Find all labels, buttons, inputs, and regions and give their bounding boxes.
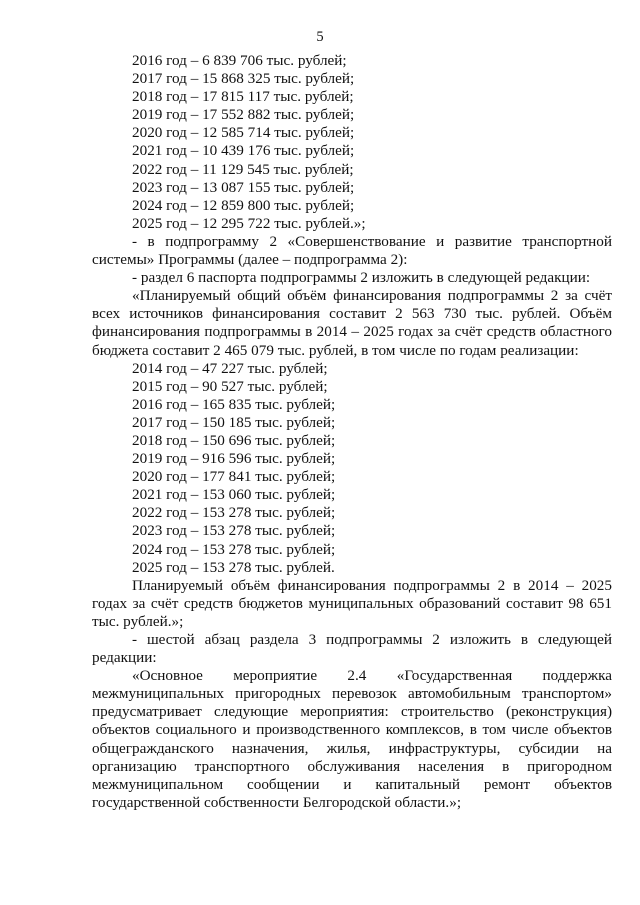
- funding-list-subprogram-2: [92, 360, 612, 577]
- list-item: 2025 год – 12 295 722 тыс. рублей.»;: [132, 214, 366, 232]
- list-item: 2018 год – 17 815 117 тыс. рублей;: [132, 88, 354, 106]
- list-item: 2015 год – 90 527 тыс. рублей;: [132, 377, 328, 395]
- list-item: 2018 год – 150 696 тыс. рублей;: [132, 431, 336, 449]
- list-item: 2014 год – 47 227 тыс. рублей;: [132, 359, 328, 377]
- list-item: 2021 год – 153 060 тыс. рублей;: [132, 486, 336, 504]
- list-item: 2024 год – 153 278 тыс. рублей;: [132, 540, 336, 558]
- list-item: 2019 год – 17 552 882 тыс. рублей;: [132, 106, 355, 124]
- paragraph-sixth-abzac: - шестой абзац раздела 3 подпрограммы 2 изложить в следующей редакции:: [92, 631, 612, 667]
- list-item: 2022 год – 11 129 545 тыс. рублей;: [132, 160, 354, 178]
- list-item: 2021 год – 10 439 176 тыс. рублей;: [132, 142, 355, 160]
- paragraph-planned-funding: «Планируемый общий объём финансирования подпрограммы 2 за счёт всех источников финансирования составит 2 563 730 тыс. рублей. Объём финансирования подпрограммы в 2014 – 2025 годах за счёт средств областного бюджета составит 2 465 079 тыс. рублей, в том числе по годам реализации:: [92, 287, 612, 359]
- paragraph-municipal-funding: Планируемый объём финансирования подпрограммы 2 в 2014 – 2025 годах за счёт средств бюджетов муниципальных образований составит 98 651 тыс. рублей.»;: [92, 576, 612, 630]
- paragraph-subprogram-2: - в подпрограмму 2 «Совершенствование и развитие транспортной системы» Программы (далее – подпрограмма 2):: [92, 232, 612, 269]
- list-item: 2023 год – 13 087 155 тыс. рублей;: [132, 178, 355, 196]
- paragraph-main-event-2-4: «Основное мероприятие 2.4 «Государственная поддержка межмуниципальных пригородных перевозок автомобильным транспортом» предусматривает следующие мероприятия: строительство (реконструкция) объектов социального и производственного комплексов, в том числе объектов общегражданского назначения, жилья, инфраструктуры, субсидии на организацию транспортного обслуживания населения в пригородном межмуниципальном сообщении и капитальный ремонт объектов государственной собственности Белгородской области.»;: [92, 667, 612, 811]
- list-item: 2020 год – 177 841 тыс. рублей;: [132, 468, 336, 486]
- list-item: 2020 год – 12 585 714 тыс. рублей;: [132, 124, 355, 142]
- list-item: 2022 год – 153 278 тыс. рублей;: [132, 504, 336, 522]
- page-number: 5: [316, 29, 324, 45]
- list-item: 2017 год – 15 868 325 тыс. рублей;: [132, 70, 355, 88]
- list-item: 2016 год – 6 839 706 тыс. рублей;: [132, 52, 347, 69]
- funding-list-program: [92, 52, 612, 233]
- paragraph-section-6: - раздел 6 паспорта подпрограммы 2 изложить в следующей редакции:: [132, 269, 591, 287]
- document-body: [92, 52, 612, 812]
- list-item: 2024 год – 12 859 800 тыс. рублей;: [132, 196, 355, 214]
- list-item: 2016 год – 165 835 тыс. рублей;: [132, 395, 336, 413]
- list-item: 2017 год – 150 185 тыс. рублей;: [132, 413, 336, 431]
- list-item: 2019 год – 916 596 тыс. рублей;: [132, 450, 336, 468]
- list-item: 2023 год – 153 278 тыс. рублей;: [132, 522, 336, 540]
- list-item: 2025 год – 153 278 тыс. рублей.: [132, 558, 335, 576]
